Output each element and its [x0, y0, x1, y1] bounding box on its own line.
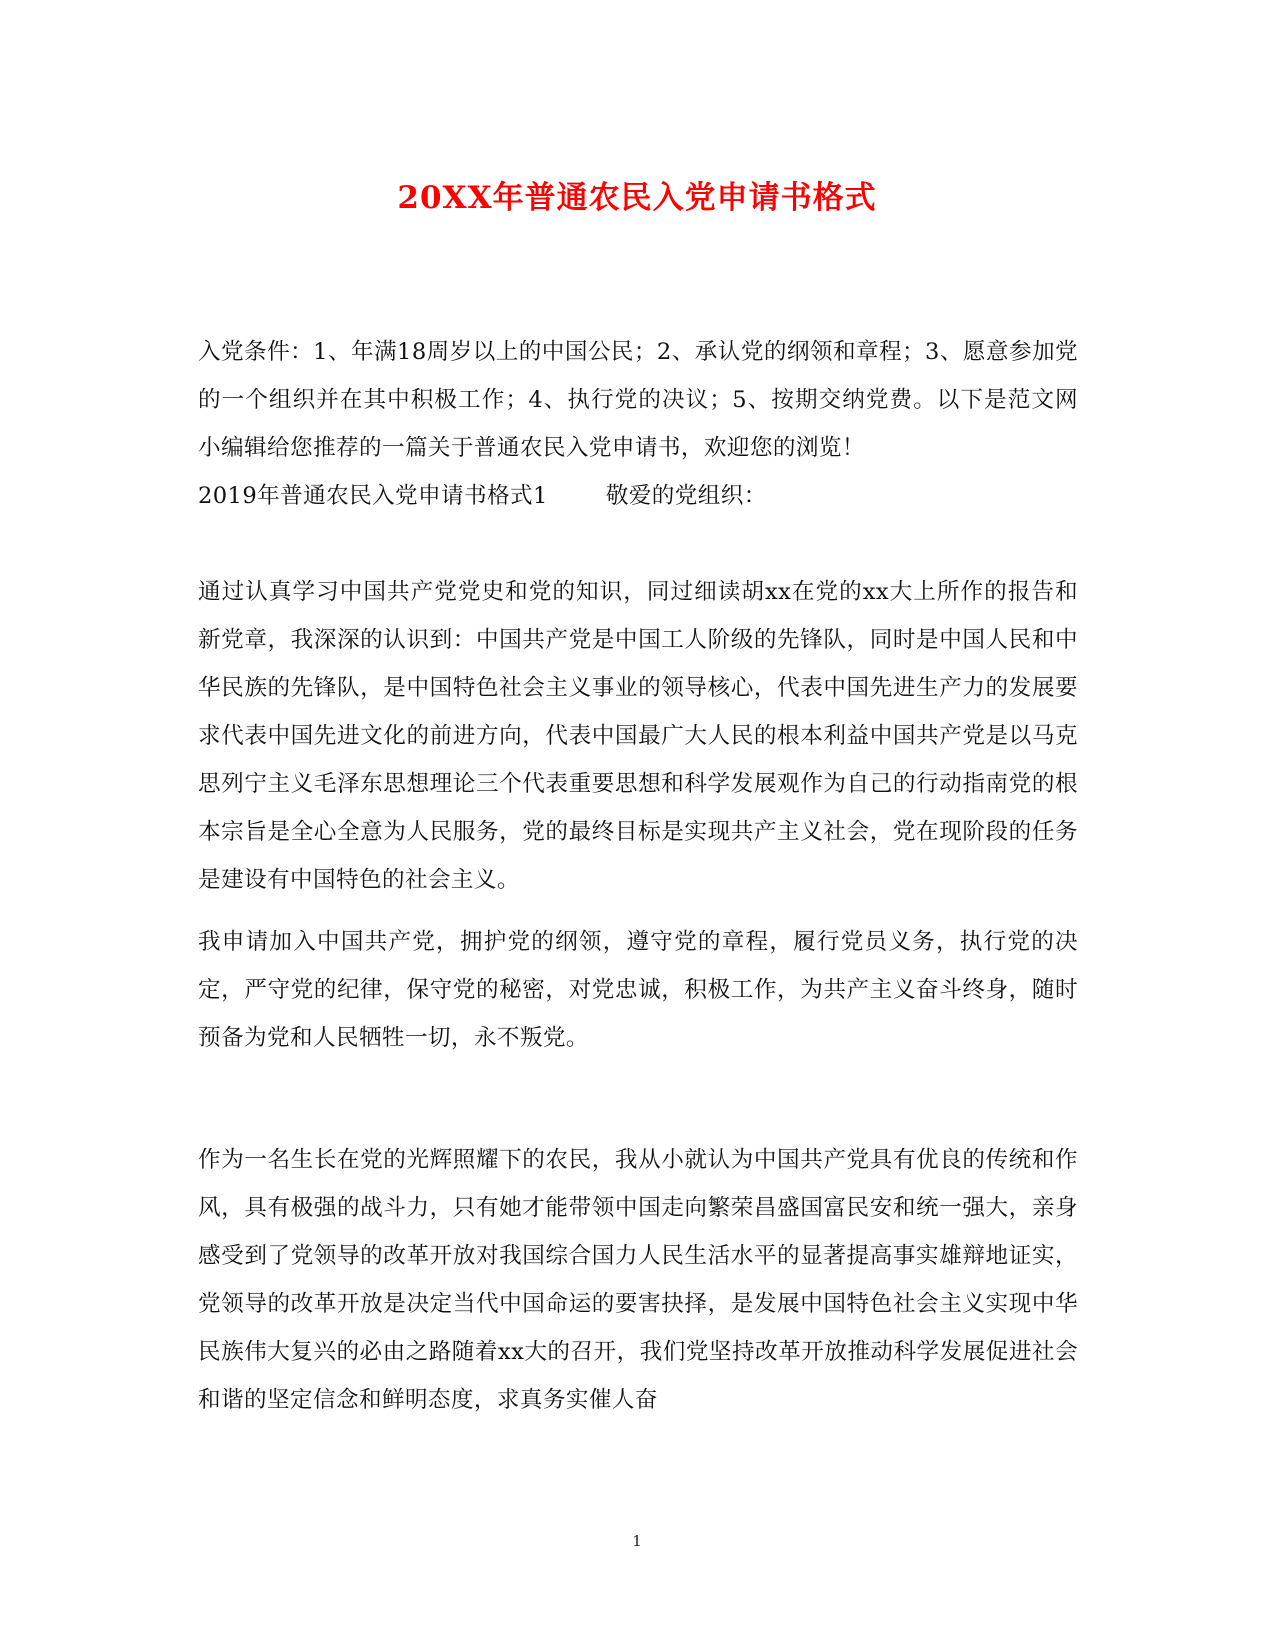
greeting: 敬爱的党组织：	[605, 483, 767, 509]
intro-text: 入党条件：1、年满18周岁以上的中国公民；2、承认党的纲领和章程；3、愿意参加党的一个组织并在其中积极工作；4、执行党的决议；5、按期交纳党费。以下是范文网小编辑给您推荐的一篇关于普通农民入党申请书，欢迎您的浏览！	[198, 339, 1078, 461]
subheading: 2019年普通农民入党申请书格式1	[198, 483, 548, 509]
document-title: 20XX年普通农民入党申请书格式	[397, 180, 877, 216]
intro-paragraph	[198, 328, 1078, 520]
page-number: 1	[632, 1532, 642, 1550]
body-paragraph-3: 作为一名生长在党的光辉照耀下的农民，我从小就认为中国共产党具有优良的传统和作风，具有极强的战斗力，只有她才能带领中国走向繁荣昌盛国富民安和统一强大，亲身感受到了党领导的改革开放对我国综合国力人民生活水平的显著提高事实雄辩地证实，党领导的改革开放是决定当代中国命运的要害抉择，是发展中国特色社会主义实现中华民族伟大复兴的必由之路随着xx大的召开，我们党坚持改革开放推动科学发展促进社会和谐的坚定信念和鲜明态度，求真务实催人奋	[198, 1147, 1078, 1413]
body-paragraph-2: 我申请加入中国共产党，拥护党的纲领，遵守党的章程，履行党员义务，执行党的决定，严守党的纪律，保守党的秘密，对党忠诚，积极工作，为共产主义奋斗终身，随时预备为党和人民牺牲一切，永不叛党。	[198, 929, 1078, 1051]
body-paragraph-1: 通过认真学习中国共产党党史和党的知识，同过细读胡xx在党的xx大上所作的报告和新党章，我深深的认识到：中国共产党是中国工人阶级的先锋队，同时是中国人民和中华民族的先锋队，是中国特色社会主义事业的领导核心，代表中国先进生产力的发展要求代表中国先进文化的前进方向，代表中国最广大人民的根本利益中国共产党是以马克思列宁主义毛泽东思想理论三个代表重要思想和科学发展观作为自己的行动指南党的根本宗旨是全心全意为人民服务，党的最终目标是实现共产主义社会，党在现阶段的任务是建设有中国特色的社会主义。	[198, 579, 1078, 893]
